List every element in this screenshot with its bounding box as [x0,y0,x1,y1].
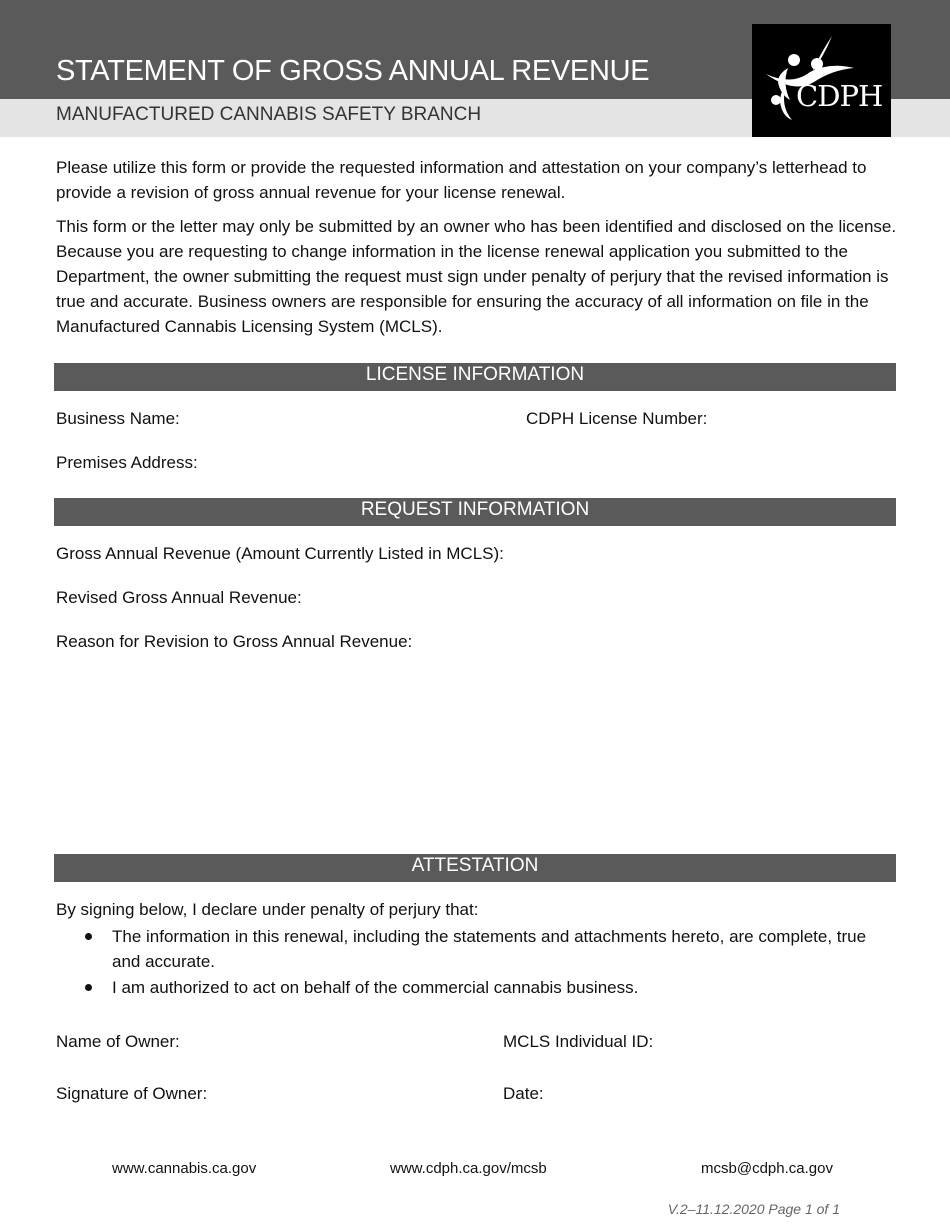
current-revenue-label: Gross Annual Revenue (Amount Currently Listed in MCLS): [56,544,504,563]
license-information-heading: LICENSE INFORMATION [54,363,896,391]
revised-revenue-label: Revised Gross Annual Revenue: [56,588,302,607]
version-page-number: V.2–11.12.2020 Page 1 of 1 [667,1201,840,1217]
bullet-icon [85,984,92,991]
logo-wordmark: CDPH [796,79,883,113]
intro-paragraph-2: This form or the letter may only be submitted by an owner who has been identified and disclosed on the license. Because you are requesting to change information in the license renewal application you submitted to the Department, the owner submitting the request must sign under penalty of perjury that the revised information is true and accurate. Business owners are responsible for ensuring the accuracy of all information on file in the Manufactured Cannabis Licensing System (MCLS). [56,217,897,336]
premises-address-label: Premises Address: [56,453,198,472]
cdph-logo [752,24,891,137]
date-label: Date: [503,1084,544,1103]
attestation-intro: By signing below, I declare under penalty of perjury that: [56,900,479,919]
footer-link-cdph[interactable]: www.cdph.ca.gov/mcsb [390,1160,547,1177]
list-item [56,975,896,1000]
business-name-label: Business Name: [56,409,180,428]
attestation-heading: ATTESTATION [54,854,896,882]
attestation-bullet-1: The information in this renewal, including the statements and attachments hereto, are complete, true and accurate. [112,927,867,971]
owner-name-label: Name of Owner: [56,1032,180,1051]
request-information-heading: REQUEST INFORMATION [54,498,896,526]
attestation-list [56,924,896,1001]
bullet-icon [85,933,92,940]
intro-paragraph-1: Please utilize this form or provide the requested information and attestation on your company’s letterhead to provide a revision of gross annual revenue for your license renewal. [56,158,867,202]
list-item [56,924,896,974]
footer-email[interactable]: mcsb@cdph.ca.gov [701,1160,833,1177]
branch-subtitle: MANUFACTURED CANNABIS SAFETY BRANCH [56,104,482,125]
mcls-id-label: MCLS Individual ID: [503,1032,654,1051]
signature-label: Signature of Owner: [56,1084,208,1103]
page-title: STATEMENT OF GROSS ANNUAL REVENUE [56,55,650,87]
footer-link-cannabis[interactable]: www.cannabis.ca.gov [112,1160,257,1177]
attestation-bullet-2: I am authorized to act on behalf of the commercial cannabis business. [112,978,639,997]
revision-reason-label: Reason for Revision to Gross Annual Revenue: [56,632,413,651]
license-number-label: CDPH License Number: [526,409,708,428]
